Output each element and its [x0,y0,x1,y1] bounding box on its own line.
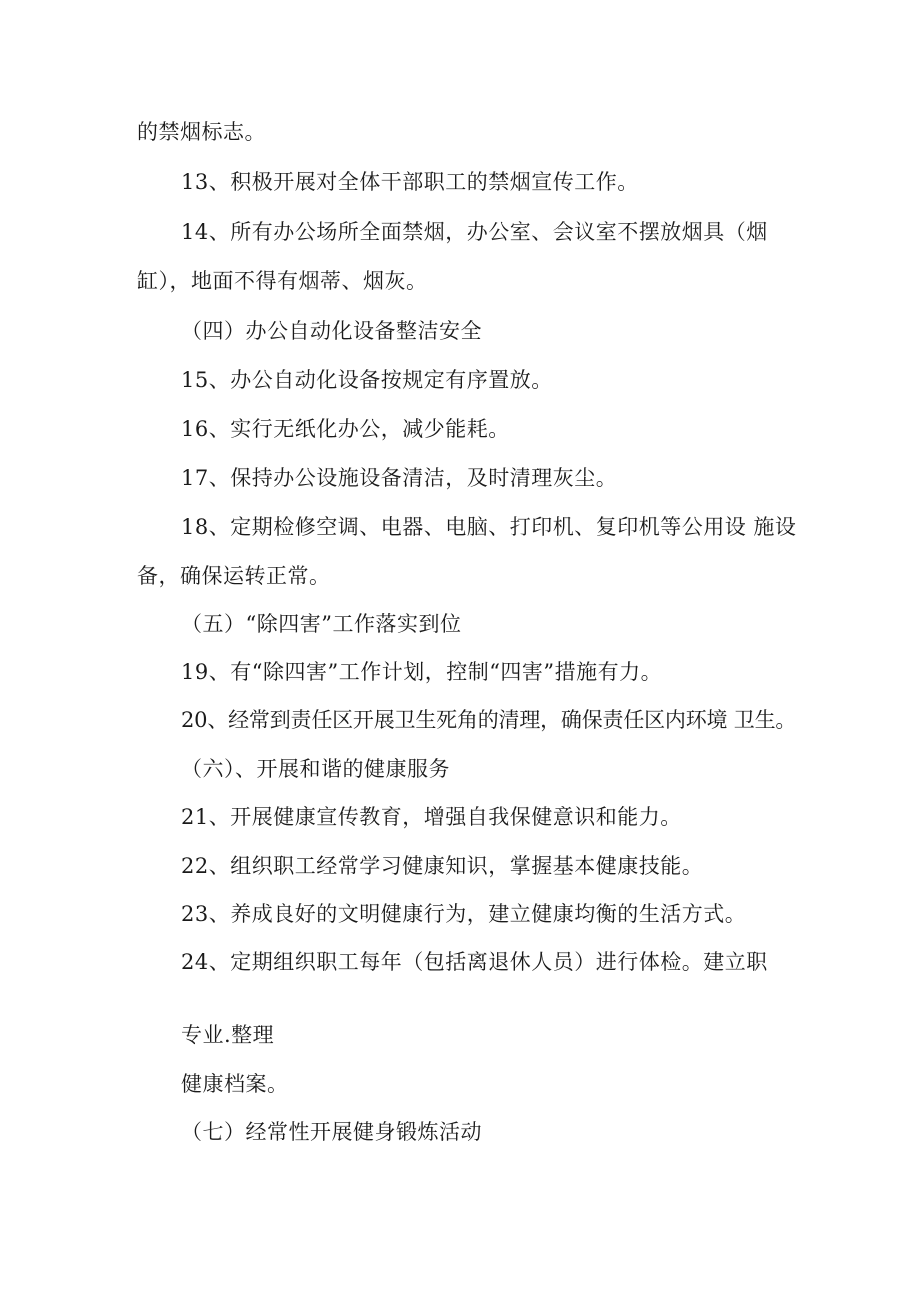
text-line: 14、所有办公场所全面禁烟，办公室、会议室不摆放烟具（烟 [181,220,768,244]
text-line: 17、保持办公设施设备清洁，及时清理灰尘。 [181,466,618,490]
text-line: 23、养成良好的文明健康行为，建立健康均衡的生活方式。 [181,902,747,926]
text-line: 20、经常到责任区开展卫生死角的清理，确保责任区内环境 卫生。 [181,708,797,732]
text-line: 备，确保运转正常。 [137,564,331,588]
text-line: 13、积极开展对全体干部职工的禁烟宣传工作。 [181,170,639,194]
text-line: 19、有“除四害”工作计划，控制“四害”措施有力。 [181,660,663,684]
section-heading: （六）、开展和谐的健康服务 [181,757,450,781]
section-heading: （五）“除四害”工作落实到位 [181,612,462,636]
text-line: 24、定期组织职工每年（包括离退休人员）进行体检。建立职 [181,950,768,974]
text-line: 18、定期检修空调、电器、电脑、打印机、复印机等公用设 施设 [181,515,797,539]
section-heading: （四）办公自动化设备整洁安全 [181,319,482,343]
text-line: 16、实行无纸化办公，减少能耗。 [181,417,510,441]
text-line: 15、办公自动化设备按规定有序置放。 [181,368,553,392]
footer-label: 专业.整理 [181,1023,275,1047]
text-line: 健康档案。 [181,1072,289,1096]
text-line: 缸），地面不得有烟蒂、烟灰。 [137,269,428,293]
text-line: 的禁烟标志。 [137,120,266,144]
section-heading: （七）经常性开展健身锻炼活动 [181,1120,482,1144]
text-line: 22、组织职工经常学习健康知识，掌握基本健康技能。 [181,854,704,878]
text-line: 21、开展健康宣传教育，增强自我保健意识和能力。 [181,805,682,829]
